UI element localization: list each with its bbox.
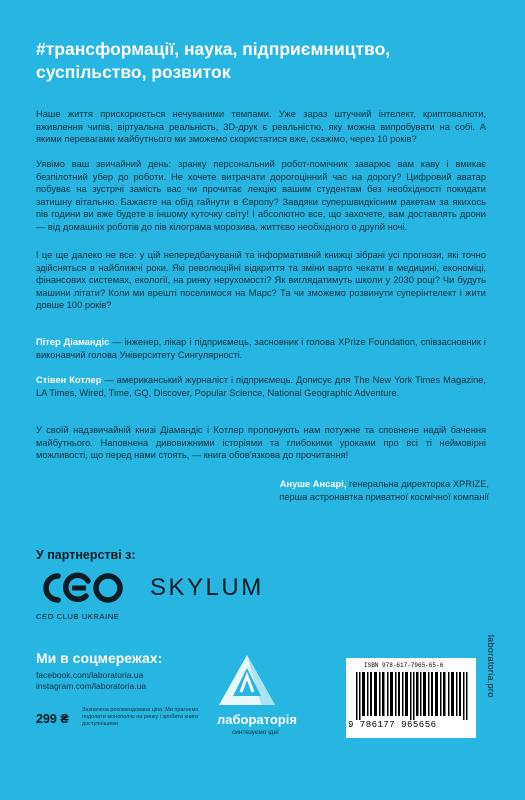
reviewer-title: генеральна директорка XPRIZE, — [346, 479, 489, 489]
tagline: #трансформації, наука, підприємництво, суспільство, розвиток — [36, 39, 391, 82]
publisher-website[interactable]: laboratoria.pro — [486, 635, 496, 698]
author-name: Стівен Котлер — [36, 375, 102, 385]
reviewer-subtitle: перша астронавтка приватної космічної компанії — [279, 491, 489, 502]
author-bio-text: — американський журналіст і підприємець. Дописує для The New York Times Magazine, LA Times, Wired, Time, GQ, Discover, Popular Science, National Geographic Adventure. — [36, 375, 486, 398]
social-links — [36, 670, 146, 691]
description-paragraph-1: Наше життя прискорюється нечуваними темпами. Уже зараз штучний інтелект, криптовалюти, вживлення чипів, віртуальна реальність, 3D-друк є реальністю, яку можна випробувати на собі. А якими перевагами майбутнього ми зможемо скористатися вже, скажімо, через 10 років? — [36, 109, 486, 145]
instagram-link[interactable]: instagram.com/laboratoria.ua — [36, 680, 147, 691]
isbn-digits: 9 786177 965656 — [348, 720, 437, 730]
author-bio-text: — інженер, лікар і підприємець, засновник і голова XPrize Foundation, співзасновник і виконавчий голова Університету Сингулярності. — [36, 337, 486, 360]
author-bio-diamandis — [36, 336, 486, 361]
reviewer-name: Ануше Ансарі, — [279, 479, 347, 489]
description-paragraph-2: Уявімо ваш звичайний день: зранку персональний робот-помічник заварює вам каву і вмикає безпілотний убер до роботи. Не хочете витрачати дорогоцінний час на дорогу? Цифровий аватар побуває на зустрічі замість вас чи прочитає лекцію вашим студентам без необхідності покидати затишну вітальню. Бажаєте на обід гайнути в Європу? Завдяки супершвидкісним ракетам за якихось пів години ви вже будете в іншому куточку світу! І абсолютно все, що захочете, вам доставлять дрони — від домашніх роботів до пів кілограма морозива, життєво необхідного о другій ночі. — [36, 159, 486, 232]
isbn-label: ISBN 978-617-7965-65-6 — [364, 662, 444, 669]
author-name: Пітер Діамандіс — [36, 337, 110, 347]
review-attribution — [279, 478, 489, 503]
review-quote: У своїй надзвичайній книзі Діамандіс і Котлер пропонують нам потужне та сповнене надій бачення майбутнього. Наповнена дивовижними історіями та глибокими уроками про всі ті неймовірні можливості, що перед нами стоять, — книга обов'язкова до прочитання! — [36, 425, 486, 461]
publisher-name: лабораторія — [217, 712, 297, 727]
description-paragraph-3: І це ще далеко не все: у цій непередбачуваній та інформативній книжці зібрані усі прогнози, які точно здійсняться в найближчі роки. Які революційні відкриття та зміни варто чекати в медицині, економіці, фінансових системах, екології, на ринку нерухомості? Як виглядатимуть школи у 2030 році? Чи будуть машини літати? Коли ми врешті поселимося на Марс? Та чи зможемо розвинути суперінтелект і жити довше 100 років? — [36, 250, 486, 311]
barcode-bars — [356, 672, 468, 720]
skylum-logo: SKYLUM — [150, 574, 264, 601]
publisher-subtitle: синтезуємо ідеї — [232, 729, 279, 736]
barcode — [346, 658, 476, 738]
price-note: Зазначена рекомендована ціна. Ми прагнемо подолати монополію на ринку і зробити книги доступнішими. — [82, 707, 199, 727]
ceo-club-caption: CEO CLUB UKRAINE — [36, 612, 120, 621]
price: 299 ₴ — [36, 712, 69, 726]
facebook-link[interactable]: facebook.com/laboratoria.ua — [36, 670, 144, 680]
laboratoria-logo-icon — [216, 652, 278, 710]
social-label: Ми в соцмережах: — [36, 650, 163, 666]
partners-label: У партнерстві з: — [36, 548, 136, 562]
author-bio-kotler — [36, 374, 486, 399]
ceo-club-logo — [36, 568, 126, 608]
